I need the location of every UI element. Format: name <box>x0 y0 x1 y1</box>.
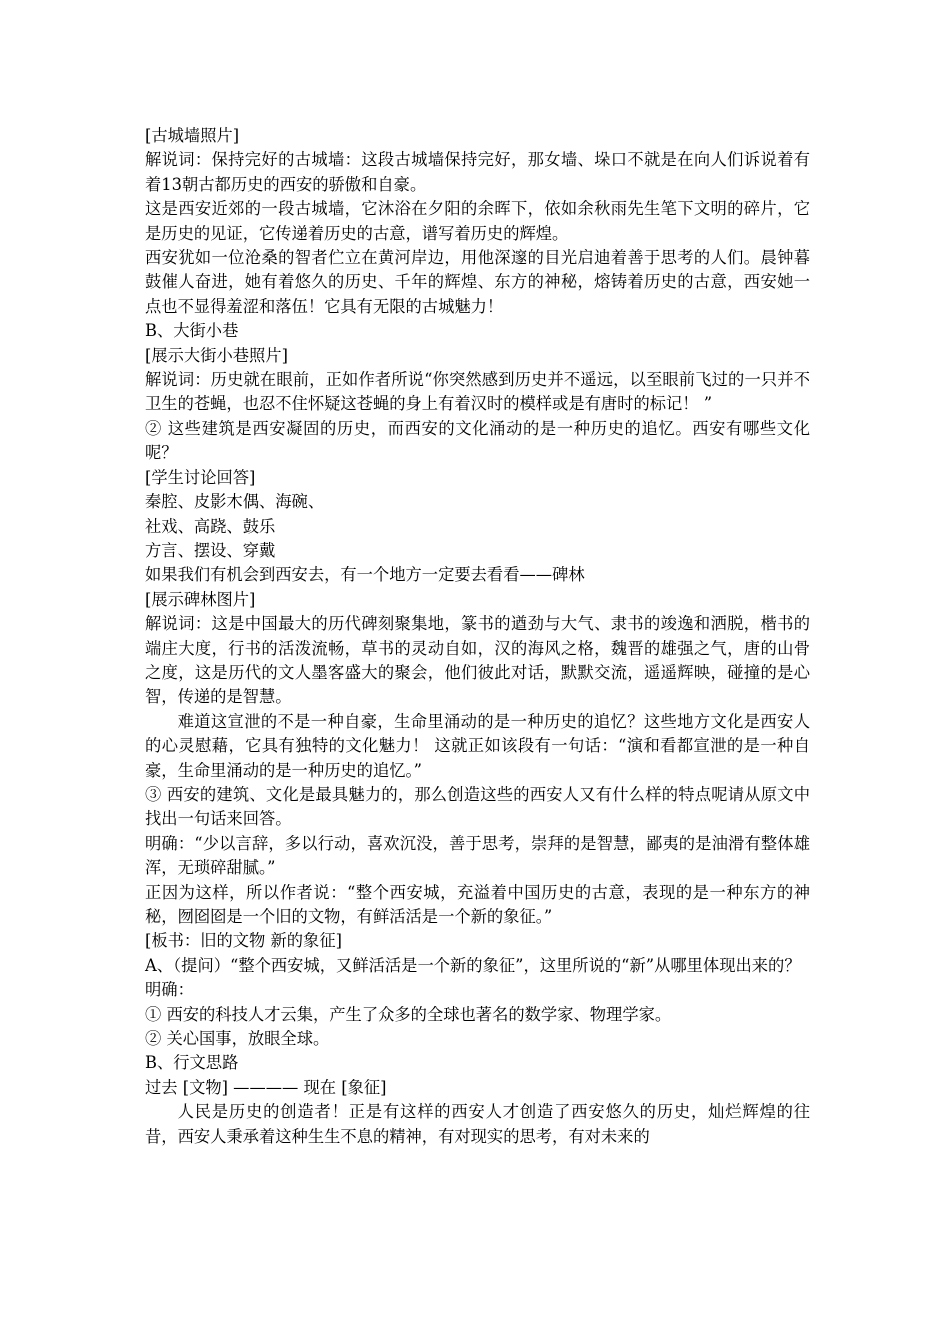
paragraph: A、（提问）“整个西安城，又鲜活活是一个新的象征”，这里所说的“新”从哪里体现出来的？ <box>145 955 801 975</box>
paragraph: 人民是历史的创造者！正是有这样的西安人才创造了西安悠久的历史，灿烂辉煌的往昔，西安人秉承着这种生生不息的精神，有对现实的思考，有对未来的 <box>145 1102 810 1146</box>
paragraph: 方言、摆设、穿戴 <box>145 540 276 560</box>
paragraph: 明确： <box>145 980 194 1000</box>
paragraph: 解说词：保持完好的古城墙：这段古城墙保持完好，那女墙、垛口不就是在向人们诉说着有着13朝古都历史的西安的骄傲和自豪。 <box>145 150 810 194</box>
paragraph: [展示碑林图片] <box>145 589 256 609</box>
paragraph: 社戏、高跷、鼓乐 <box>145 516 276 536</box>
paragraph: ② 关心国事，放眼全球。 <box>145 1029 330 1049</box>
paragraph: 解说词：历史就在眼前，正如作者所说“你突然感到历史并不遥远，以至眼前飞过的一只并不卫生的苍蝇，也忍不住怀疑这苍蝇的身上有着汉时的模样或是有唐时的标记！ ” <box>145 370 810 414</box>
paragraph: [展示大街小巷照片] <box>145 345 288 365</box>
paragraph: [古城墙照片] <box>145 126 240 145</box>
paragraph: ② 这些建筑是西安凝固的历史，而西安的文化涌动的是一种历史的追忆。西安有哪些文化呢？ <box>145 418 810 463</box>
paragraph: 正因为这样，所以作者说：“整个西安城，充溢着中国历史的古意，表现的是一种东方的神秘，囫囵囵是一个旧的文物，有鲜活活是一个新的象征。” <box>145 882 810 926</box>
paragraph: 明确：“少以言辞，多以行动，喜欢沉没，善于思考，崇拜的是智慧，鄙夷的是油滑有整体雄浑，无琐碎甜腻。” <box>145 833 810 878</box>
paragraph: ③ 西安的建筑、文化是最具魅力的，那么创造这些的西安人又有什么样的特点呢请从原文中找出一句话来回答。 <box>145 784 810 829</box>
paragraph: 过去 [文物] ———— 现在 [象征] <box>145 1077 387 1097</box>
paragraph: 解说词：这是中国最大的历代碑刻聚集地，篆书的遒劲与大气、隶书的竣逸和洒脱，楷书的端庄大度，行书的活泼流畅，草书的灵动自如，汉的海风之格，魏晋的雄强之气，唐的山骨之度，这是历代的文人墨客盛大的聚会，他们彼此对话，默默交流，遥遥辉映，碰撞的是心智，传递的是智慧。 <box>145 614 810 707</box>
paragraph: ① 西安的科技人才云集，产生了众多的全球也著名的数学家、物理学家。 <box>145 1004 672 1024</box>
paragraph: 这是西安近郊的一段古城墙，它沐浴在夕阳的余晖下，依如余秋雨先生笔下文明的碎片，它是历史的见证，它传递着历史的古意，谱写着历史的辉煌。 <box>145 199 810 243</box>
paragraph: B、大街小巷 <box>145 321 239 341</box>
paragraph: B、行文思路 <box>145 1053 239 1073</box>
document-body <box>145 124 810 1149</box>
paragraph: 西安犹如一位沧桑的智者伫立在黄河岸边，用他深邃的目光启迪着善于思考的人们。晨钟暮鼓催人奋进，她有着悠久的历史、千年的辉煌、东方的神秘，熔铸着历史的古意，西安她一点也不显得羞涩和落伍！它具有无限的古城魅力！ <box>145 248 810 316</box>
paragraph: [学生讨论回答] <box>145 467 256 487</box>
paragraph: 如果我们有机会到西安去，有一个地方一定要去看看——碑林 <box>145 565 585 585</box>
paragraph: 秦腔、皮影木偶、海碗、 <box>145 492 325 512</box>
paragraph: [板书：旧的文物 新的象征] <box>145 931 342 951</box>
paragraph: 难道这宣泄的不是一种自豪，生命里涌动的是一种历史的追忆？这些地方文化是西安人的心灵慰藉，它具有独特的文化魅力！ 这就正如该段有一句话：“演和看都宣泄的是一种自豪，生命里涌动的是一种历史的追忆。” <box>145 711 810 780</box>
